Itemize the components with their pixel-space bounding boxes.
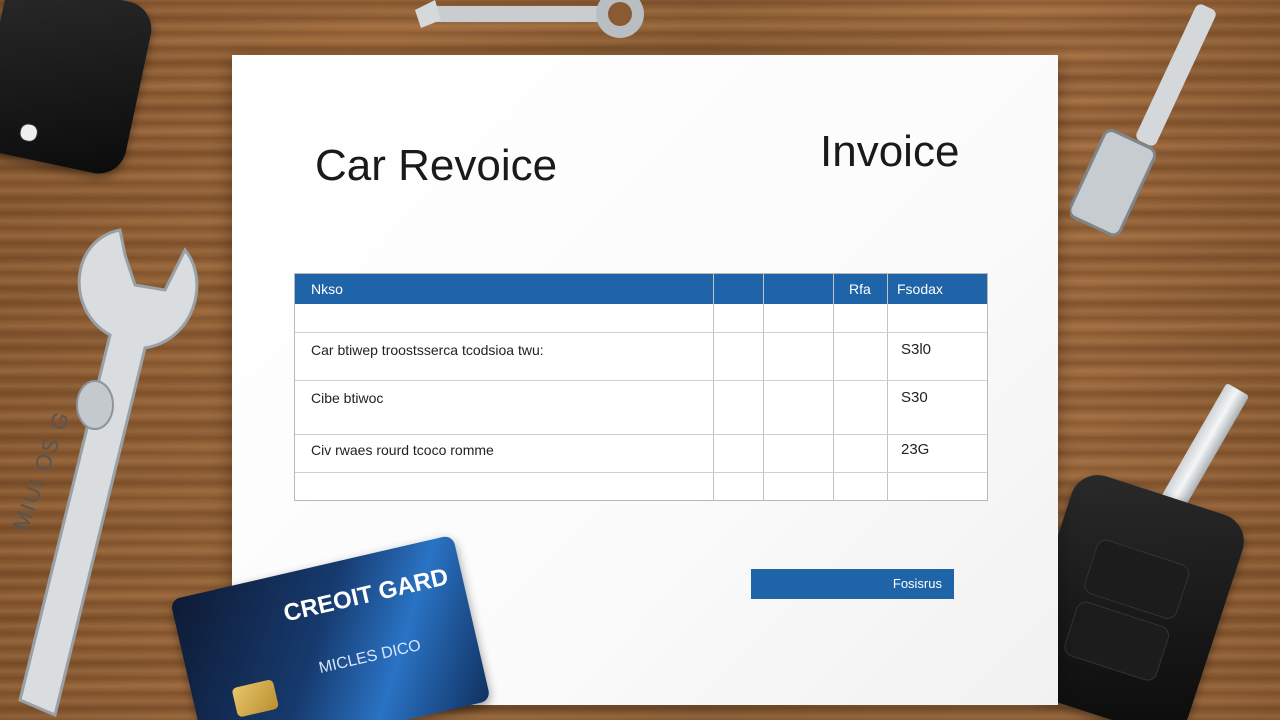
column-divider — [763, 274, 764, 500]
screwdriver-icon — [1070, 0, 1230, 250]
row-divider — [295, 472, 987, 473]
table-row-amount: S3l0 — [901, 341, 932, 358]
row-divider — [295, 380, 987, 381]
table-header-row — [295, 274, 987, 304]
credit-card — [170, 535, 491, 720]
column-divider — [713, 274, 714, 500]
table-header-cell: Fsodax — [897, 281, 943, 297]
table-header-cell: Nkso — [311, 281, 343, 297]
document-title-left: Car Revoice — [315, 141, 558, 190]
wrench-engraving: MIUI OS G — [8, 407, 75, 534]
table-header-cell: Rfa — [849, 281, 871, 297]
top-wrench-icon — [415, 0, 655, 45]
column-divider — [887, 274, 888, 500]
table-row-description: Car btiwep troostsserca tcodsioa twu: — [311, 342, 544, 358]
document-title-right: Invoice — [820, 127, 960, 176]
fob-button-icon — [18, 122, 39, 143]
table-row-amount: S30 — [901, 389, 928, 406]
card-chip-icon — [231, 679, 279, 718]
table-row-description: Civ rwaes rourd tcoco romme — [311, 442, 494, 458]
row-divider — [295, 434, 987, 435]
credit-card-title: CREOIT GARD — [281, 563, 451, 628]
table-row-description: Cibe btiwoc — [311, 390, 384, 406]
credit-card-number: MICLES DICO — [317, 637, 423, 677]
invoice-table — [294, 273, 988, 501]
row-divider — [295, 332, 987, 333]
top-left-key-fob-icon — [0, 0, 157, 179]
pay-button[interactable]: Fosisrus — [751, 569, 954, 599]
column-divider — [833, 274, 834, 500]
table-row-amount: 23G — [901, 441, 930, 458]
